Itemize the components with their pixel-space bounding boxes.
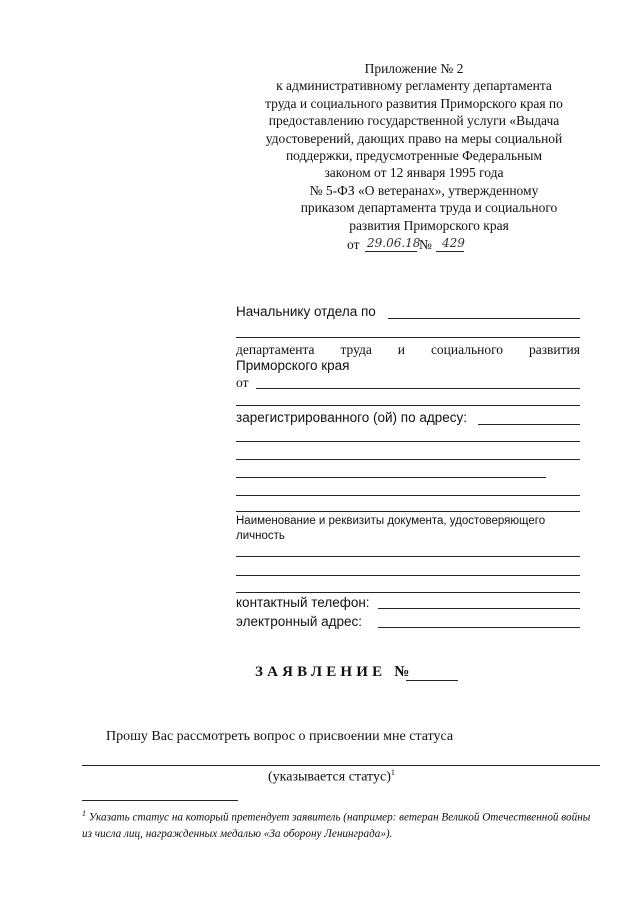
statement-title: ЗАЯВЛЕНИЕ № (255, 664, 414, 680)
dept-word: социального (430, 342, 504, 357)
appendix-line: приказом департамента труда и социального (300, 200, 558, 216)
address-field-line5[interactable] (236, 495, 580, 496)
address-field-line3[interactable] (236, 459, 580, 460)
id-document-label-line2: личность (236, 530, 285, 542)
appendix-line: поддержки, предусмотренные Федеральным (285, 148, 543, 164)
footnote-reference: 1 (390, 768, 395, 777)
footnote-separator (82, 800, 238, 801)
appendix-line: № 5-ФЗ «О ветеранах», утвержденному (309, 182, 539, 198)
order-number-underline (436, 251, 464, 252)
address-field-line4[interactable] (236, 477, 546, 478)
footnote-marker: 1 (82, 809, 86, 818)
email-field[interactable] (378, 627, 580, 628)
id-document-field[interactable] (236, 556, 580, 557)
statement-number-field[interactable] (406, 680, 458, 681)
order-date-value: 29.06.18 (367, 236, 421, 250)
department-label-row (236, 342, 580, 358)
appendix-line: удостоверений, дающих право на меры социальной (265, 130, 563, 146)
registered-address-label: зарегистрированного (ой) по адресу: (236, 410, 468, 425)
appendix-line: Приложение № 2 (364, 61, 464, 76)
order-number-value: 429 (442, 236, 465, 250)
address-field-line6[interactable] (236, 511, 580, 512)
footnote-text: Указать статус на который претендует заявитель (например: ветеран Великой Отечественной войны из числа лиц, награжденных медалью «За оборону Ленинграда»). (82, 811, 591, 840)
from-label: от (236, 375, 249, 390)
order-number-prefix: № (419, 237, 432, 252)
phone-label: контактный телефон: (236, 595, 370, 610)
status-hint-text: (указывается статус) (268, 769, 391, 785)
appendix-line: к административному регламенту департамента (276, 78, 552, 94)
order-date-underline (365, 251, 417, 252)
id-document-field-line3[interactable] (236, 592, 580, 593)
order-date-prefix: от (347, 237, 360, 252)
status-hint (268, 768, 395, 786)
request-text: Прошу Вас рассмотреть вопрос о присвоении мне статуса (106, 729, 454, 744)
department-field[interactable] (388, 318, 580, 319)
dept-word: развития (528, 342, 580, 357)
id-document-label: Наименование и реквизиты документа, удостоверяющего (236, 515, 546, 527)
dept-word: труда (340, 342, 372, 357)
dept-word: департамента (236, 342, 315, 357)
department-label-line2: Приморского края (236, 358, 350, 373)
appendix-line: труда и социального развития Приморского края по (265, 95, 563, 111)
department-field-line2[interactable] (236, 337, 580, 338)
appendix-line: законом от 12 января 1995 года (324, 165, 504, 181)
appendix-line: предоставлению государственной услуги «Выдача (268, 113, 560, 129)
status-field[interactable] (82, 765, 600, 766)
applicant-name-field[interactable] (256, 388, 580, 389)
applicant-name-field-line2[interactable] (236, 405, 580, 406)
appendix-line: развития Приморского края (349, 217, 509, 233)
id-document-field-line2[interactable] (236, 575, 580, 576)
head-of-department-label: Начальнику отдела по (236, 304, 376, 319)
footnote (82, 806, 602, 842)
address-field[interactable] (478, 424, 580, 425)
dept-word: и (397, 342, 406, 357)
address-field-line2[interactable] (236, 441, 580, 442)
email-label: электронный адрес: (236, 614, 363, 629)
appendix-header (236, 60, 592, 234)
phone-field[interactable] (378, 608, 580, 609)
